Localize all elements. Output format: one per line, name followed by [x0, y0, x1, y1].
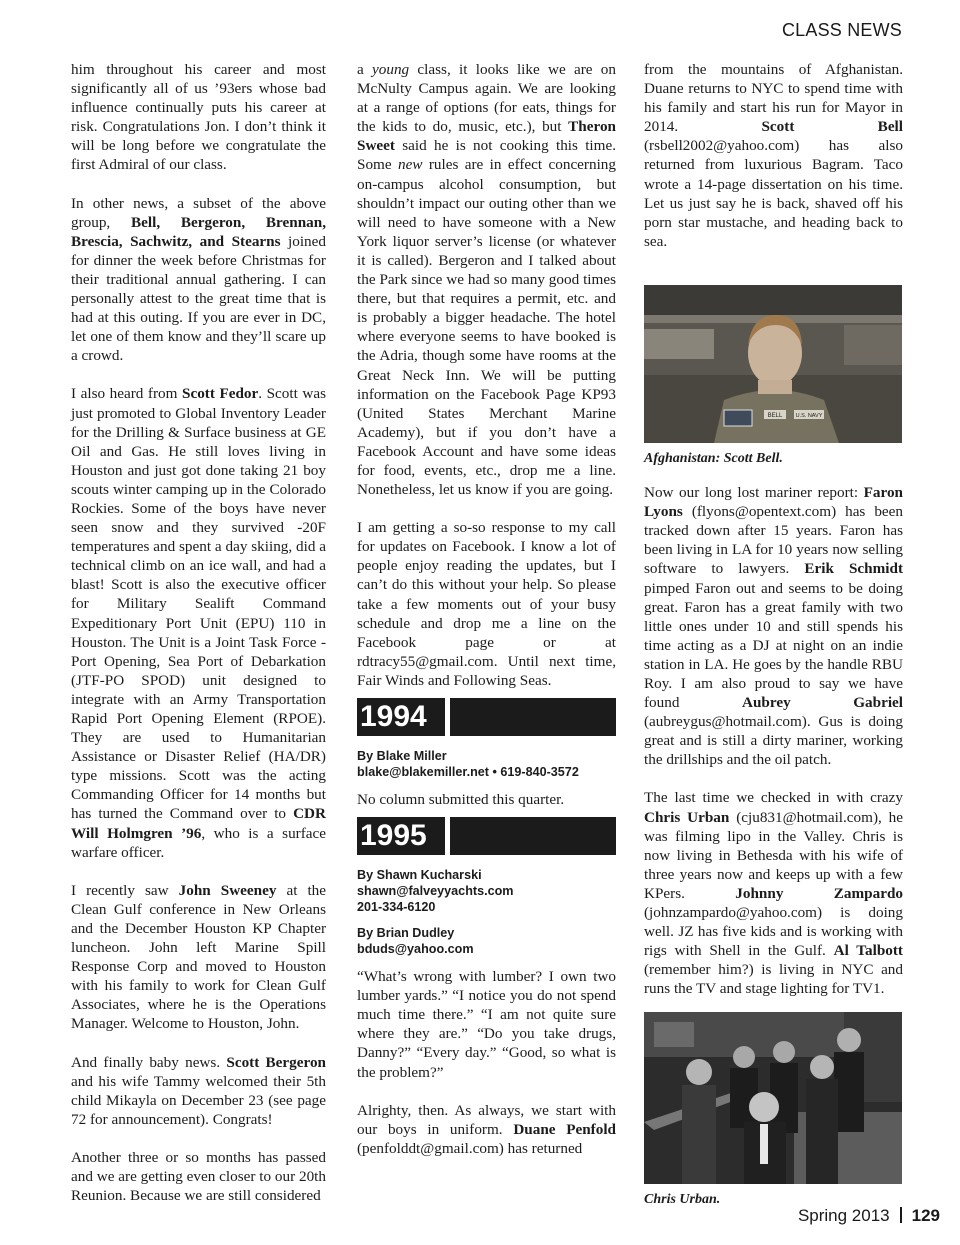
paragraph-text: Another three or so months has passed and we are getting even closer to our 20th Reunion. Because we are still considered	[71, 1148, 326, 1205]
paragraph-text: (penfolddt@gmail.com) has returned	[357, 1139, 583, 1157]
name-tape: BELL	[767, 412, 783, 419]
paragraph-text: I also heard from	[71, 385, 182, 403]
paragraph	[71, 1053, 326, 1129]
byline-contact: shawn@falveyyachts.com	[357, 884, 514, 899]
paragraph-text: (johnzampardo@yahoo.com) is doing well. JZ has five kids and is working with rigs with Shell in the Gulf.	[644, 904, 903, 960]
photo-scott-bell-image	[644, 285, 902, 443]
paragraph-text: him throughout his career and most significantly all of us ’93ers whose bad influence continually puts his career at risk. Congratulations Jon. I don’t think it will be long before we congratulate the first Admiral of our class.	[71, 61, 326, 174]
bold-name: Scott Bell	[761, 118, 903, 136]
paragraph	[71, 1148, 326, 1205]
paragraph	[644, 788, 903, 998]
bold-name: Theron Sweet	[357, 118, 616, 155]
paragraph	[71, 194, 326, 366]
branch-tape: U.S. NAVY	[795, 412, 823, 419]
paragraph-text: In other news, a subset of the above group,	[71, 194, 326, 231]
paragraph-text: class, it looks like we are on McNulty Campus again. We are looking at a range of options (for eats, things for the kids to do, music, etc.), but	[357, 61, 616, 136]
paragraph-text: And finally baby news.	[71, 1053, 227, 1071]
paragraph-text: I recently saw	[71, 881, 179, 899]
paragraph	[71, 384, 326, 861]
paragraph	[357, 790, 616, 809]
issue-label: Spring 2013	[797, 1206, 890, 1225]
italic-word: new	[397, 156, 423, 174]
paragraph-text: (flyons@opentext.com) has been tracked down after 15 years. Faron has been living in LA for 10 years now selling software to lawyers.	[644, 503, 903, 578]
bold-name: John Sweeney	[178, 881, 277, 899]
paragraph-text: (cju831@hotmail.com), he was filming lipo in the Valley. Chris is now living in Bethesda with his wife of three years now and keeps up with a few KPers.	[644, 808, 904, 902]
paragraph	[71, 881, 326, 1034]
italic-word: young	[372, 61, 410, 78]
bold-name: Aubrey Gabriel	[742, 694, 903, 712]
paragraph-text: , who is a surface warfare officer.	[71, 824, 326, 861]
paragraph	[71, 60, 326, 175]
paragraph-text: rules are in effect concerning on-campus alcohol consumption, but shouldn’t impact our outing other than we will need to have someone with a New York liquor server’s license (or whatever it is called). Bergeron and I talked about the Park since we had so many good times there, but that requires a permit, etc. and is probably a bigger headache. The hotel where everyone seems to have booked is the Adria, though some have rooms at the Great Neck Inn. We will be putting information on the Facebook Page KP93 (United States Merchant Marine Academy), but if you don’t have a Facebook Account and have some ideas for food, events, etc., drop me a line. Nonetheless, let us know if you are going.	[357, 156, 616, 499]
bold-names: Bell, Bergeron, Brennan, Brescia, Sachwitz, and Stearns	[71, 213, 326, 250]
year-banner-1994	[357, 698, 616, 736]
paragraph-text: joined for dinner the week before Christmas for their traditional annual gathering. I can personally attest to the great time that is had at this outing. If you are ever in DC, let one of them know and they’ll scare up a crowd.	[71, 232, 326, 365]
paragraph-text: a	[357, 61, 373, 78]
byline-author: By Shawn Kucharski	[357, 868, 482, 883]
bold-name: Scott Fedor	[182, 385, 259, 403]
bold-name: Scott Bergeron	[226, 1053, 326, 1071]
paragraph-text: pimped Faron out and seems to be doing great. Faron has a great family with two little ones under 10 and still spends his time acting as a DJ at night on an indie station in LA. He goes by the handle RBU Roy. I am also proud to say we have found	[644, 579, 903, 712]
paragraph-text: I am getting a so-so response to my call for updates on Facebook. I know a lot of people enjoy reading the updates, but I can’t do this without your help. So please take a few moments out of your busy schedule and drop me a line on the Facebook page or at rdtracy55@gmail.com. Until next time, Fair Winds and Following Seas.	[357, 519, 616, 689]
paragraph	[357, 518, 616, 690]
byline	[357, 867, 616, 915]
year-label: 1994	[357, 698, 445, 736]
paragraph	[357, 967, 616, 1082]
byline-contact: bduds@yahoo.com	[357, 942, 474, 957]
footer-divider	[900, 1207, 902, 1223]
bold-name: CDR Will Holmgren ’96	[71, 805, 326, 842]
byline	[357, 925, 616, 957]
year-label: 1995	[357, 817, 445, 855]
byline-contact: blake@blakemiller.net • 619-840-3572	[357, 765, 579, 779]
paragraph-text: (rsbell2002@yahoo.com) has also returned from luxurious Bagram. Taco wrote a 14-page dissertation on his time. Let us just say he is back, shaved off his porn star mustache, and heading back to sea.	[644, 137, 903, 250]
byline-contact: 201-334-6120	[357, 900, 436, 915]
page-number: 129	[911, 1206, 940, 1225]
section-header: CLASS NEWS	[781, 20, 902, 40]
photo-caption: Chris Urban.	[644, 1192, 721, 1208]
paragraph-text: The last time we checked in with crazy	[644, 789, 903, 807]
photo-caption: Afghanistan: Scott Bell.	[644, 450, 783, 466]
bold-name: Chris Urban	[644, 808, 730, 826]
byline-author: By Blake Miller	[357, 749, 447, 763]
paragraph-text: No column submitted this quarter.	[357, 791, 565, 808]
byline-author: By Brian Dudley	[357, 926, 455, 941]
paragraph-text: (aubreygus@hotmail.com). Gus is doing great and is still a dirty mariner, working the drillships and the oil patch.	[644, 713, 903, 769]
paragraph-text: said he is not cooking this time. Some	[357, 137, 616, 174]
bold-name: Johnny Zampardo	[735, 884, 903, 902]
paragraph-text: (remember him?) is living in NYC and runs the TV and stage lighting for TV1.	[644, 961, 903, 998]
paragraph-text: “What’s wrong with lumber? I own two lumber yards.” “I notice you do not spend much time there.” “I am not quite sure where they are.” “Do you take drugs, Danny?” “Every day.” “Good, so what is the problem?”	[357, 968, 616, 1081]
column-3	[644, 60, 903, 1225]
bold-name: Faron Lyons	[644, 484, 903, 521]
paragraph-text: Now our long lost mariner report:	[644, 484, 864, 502]
byline	[357, 748, 616, 780]
paragraph	[644, 483, 903, 769]
photo-chris-urban	[644, 1012, 902, 1184]
paragraph-text: at the Clean Gulf conference in New Orleans and the December Houston KP Chapter luncheon. John left Marine Spill Response Corp and moved to Houston with his family to work for Clean Gulf Associates, where he is the Operations Manager. Welcome to Houston, John.	[71, 881, 326, 1033]
column-2	[357, 60, 616, 1158]
paragraph-text: from the mountains of Afghanistan. Duane returns to NYC to spend time with his family and start his run for Mayor in 2014.	[644, 61, 903, 136]
photo-chris-urban-image	[644, 1012, 902, 1184]
paragraph-text: Alrighty, then. As always, we start with our boys in uniform.	[357, 1101, 616, 1138]
bold-name: Erik Schmidt	[804, 560, 903, 578]
year-banner-1995	[357, 817, 616, 855]
paragraph-text: . Scott was just promoted to Global Inventory Leader for the Drilling & Surface business at GE Oil and Gas. He still loves living in Houston and just got done taking 21 boy scouts winter camping up in the Colorado Rockies. Some of the boys have never seen snow and they survived -20F temperatures and spent a day skiing, did a technical climb on an ice wall, and had a blast! Scott is also the executive officer for Military Sealift Command Expeditionary Port Unit (EPU) 110 in Houston. The Unit is a Joint Task Force - Port Opening, Sea Port of Debarkation (JTF-PO SPOD) unit designed to integrate with an Army Transportation Rapid Port Opening Element (RPOE). They are used to Humanitarian Assistance or Disaster Relief (HA/DR) type missions. Scott was the acting Commanding Officer for 14 months but has turned the Command over to	[71, 385, 326, 823]
paragraph	[357, 60, 616, 499]
paragraph	[644, 60, 903, 251]
page-footer	[798, 1206, 940, 1226]
bold-name: Duane Penfold	[513, 1120, 616, 1138]
photo-scott-bell	[644, 285, 902, 443]
paragraph-text: and his wife Tammy welcomed their 5th child Mikayla on December 23 (see page 72 for announcement). Congrats!	[71, 1072, 326, 1128]
bold-name: Al Talbott	[833, 942, 903, 960]
column-1	[71, 60, 326, 1205]
paragraph	[357, 1101, 616, 1158]
